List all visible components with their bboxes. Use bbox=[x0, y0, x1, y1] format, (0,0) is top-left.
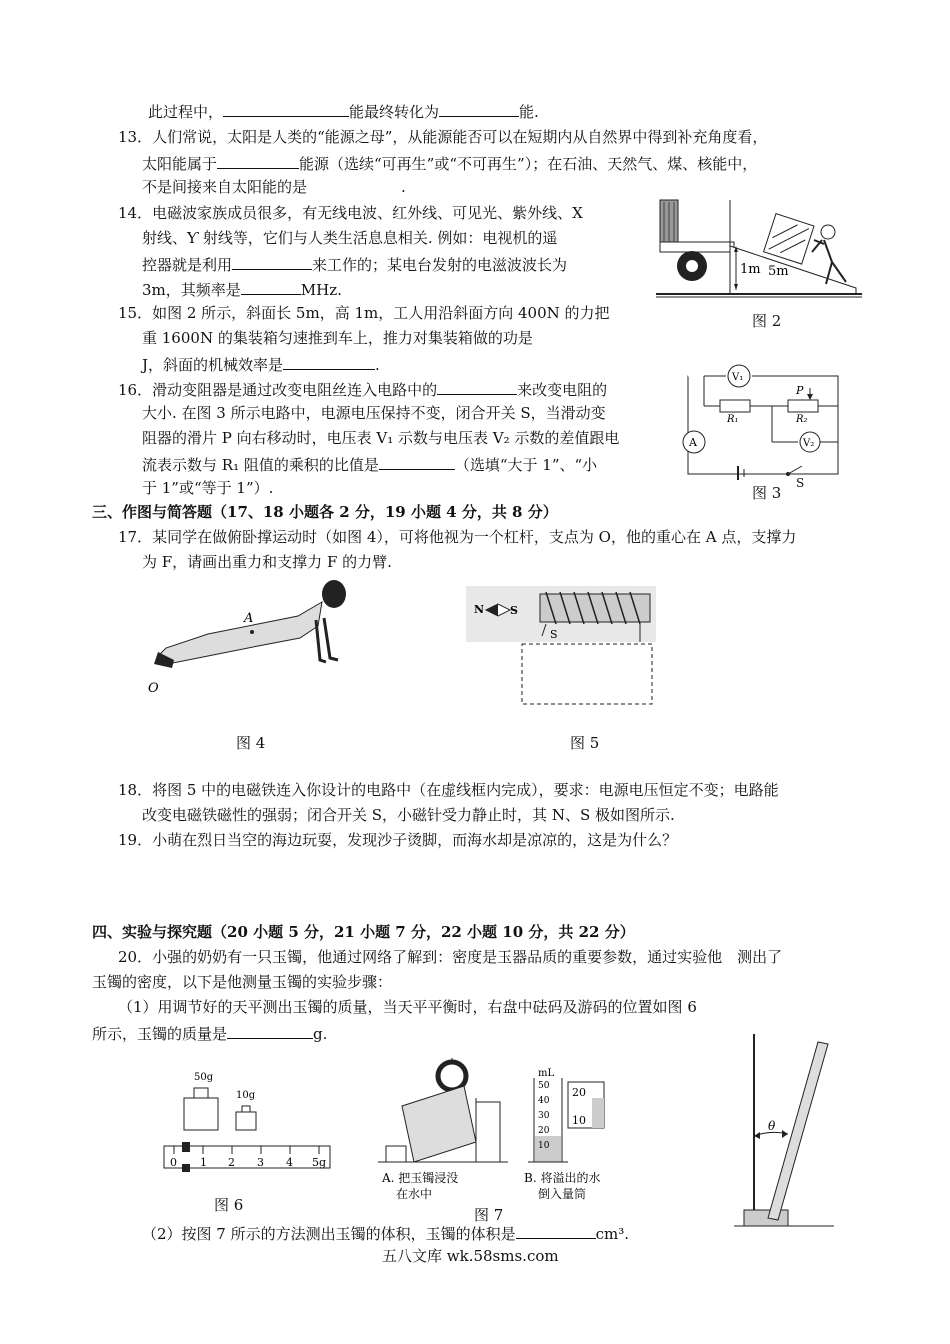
svg-text:P: P bbox=[796, 384, 804, 397]
svg-text:5m: 5m bbox=[768, 264, 789, 279]
svg-text:V₂: V₂ bbox=[803, 438, 815, 449]
svg-text:50: 50 bbox=[538, 1081, 550, 1091]
figure-7-caption: 图 7 bbox=[474, 1206, 504, 1224]
q16-line-d: 流表示数与 R₁ 阻值的乘积的比值是 （选填“大于 1”、“小 bbox=[142, 453, 597, 475]
svg-text:20: 20 bbox=[572, 1086, 586, 1099]
footer-watermark: 五八文库 wk.58sms.com bbox=[382, 1247, 559, 1265]
svg-text:30: 30 bbox=[538, 1111, 550, 1121]
q14-line-a: 14．电磁波家族成员很多，有无线电波、红外线、可见光、紫外线、X bbox=[118, 204, 583, 222]
figure-3-switch-label: S bbox=[796, 476, 805, 490]
q16-line-a: 16．滑动变阻器是通过改变电阻丝连入电路中的 来改变电阻的 bbox=[118, 378, 607, 400]
svg-text:S: S bbox=[550, 628, 558, 641]
q20-line-c: （1）用调节好的天平测出玉镯的质量，当天平平衡时，右盘中砝码及游码的位置如图 6 bbox=[118, 998, 697, 1016]
svg-text:B. 将溢出的水: B. 将溢出的水 bbox=[524, 1171, 601, 1185]
figure-2-caption: 图 2 bbox=[752, 312, 782, 330]
q15-line-c: J，斜面的机械效率是 . bbox=[142, 353, 380, 375]
svg-text:mL: mL bbox=[538, 1068, 555, 1079]
section-3-heading: 三、作图与简答题（17、18 小题各 2 分，19 小题 4 分，共 8 分） bbox=[92, 503, 558, 521]
q16-line-b: 大小. 在图 3 所示电路中，电源电压保持不变，闭合开关 S，当滑动变 bbox=[142, 404, 606, 422]
svg-text:θ: θ bbox=[768, 1119, 776, 1133]
figure-4-caption: 图 4 bbox=[236, 734, 266, 752]
q13-line-b: 太阳能属于 能源（选续“可再生”或“不可再生”）；在石油、天然气、煤、核能中， bbox=[142, 152, 757, 174]
q13-line-a: 13．人们常说，太阳是人类的“能源之母”，从能源能否可以在短期内从自然界中得到补充角度看， bbox=[118, 128, 768, 146]
svg-text:1m: 1m bbox=[740, 262, 761, 277]
svg-text:2: 2 bbox=[228, 1156, 235, 1169]
svg-text:10: 10 bbox=[538, 1141, 550, 1151]
svg-text:A. 把玉镯浸没: A. 把玉镯浸没 bbox=[382, 1171, 459, 1185]
section-4-heading: 四、实验与探究题（20 小题 5 分，21 小题 7 分，22 小题 10 分，共 22 分） bbox=[92, 923, 635, 941]
figure-5-caption: 图 5 bbox=[570, 734, 600, 752]
figure-3-caption: 图 3 bbox=[752, 484, 782, 502]
svg-text:0: 0 bbox=[170, 1156, 177, 1169]
figure-6-weights bbox=[160, 1066, 340, 1176]
svg-text:R₂: R₂ bbox=[796, 414, 808, 425]
q20-line-b: 玉镯的密度，以下是他测量玉镯的实验步骤： bbox=[92, 973, 393, 991]
q20-line-d: 所示，玉镯的质量是 g. bbox=[92, 1022, 327, 1044]
figure-8-tilted-rod bbox=[730, 1030, 840, 1230]
figure-7-volume bbox=[378, 1058, 628, 1208]
svg-text:5g: 5g bbox=[312, 1156, 327, 1169]
q18-line-a: 18．将图 5 中的电磁铁连入你设计的电路中（在虚线框内完成），要求：电源电压恒定不变；电路能 bbox=[118, 781, 779, 799]
q20-line-e: （2）按图 7 所示的方法测出玉镯的体积，玉镯的体积是 cm³. bbox=[142, 1222, 629, 1244]
svg-text:1: 1 bbox=[200, 1156, 207, 1169]
q15-line-b: 重 1600N 的集装箱匀速推到车上，推力对集装箱做的功是 bbox=[142, 329, 533, 347]
figure-2-ramp bbox=[656, 196, 864, 301]
line-1: 此过程中， 能最终转化为 能. bbox=[148, 100, 539, 122]
svg-text:N: N bbox=[474, 603, 485, 616]
q14-line-b: 射线、Ƴ 射线等，它们与人类生活息息相关. 例如：电视机的遥 bbox=[142, 229, 558, 247]
q16-line-c: 阻器的滑片 P 向右移动时，电压表 V₁ 示数与电压表 V₂ 示数的差值跟电 bbox=[142, 429, 620, 447]
svg-text:在水中: 在水中 bbox=[396, 1187, 433, 1201]
svg-text:A: A bbox=[244, 611, 254, 626]
svg-text:10g: 10g bbox=[236, 1090, 256, 1101]
q17-line-b: 为 F，请画出重力和支撑力 F 的力臂. bbox=[142, 553, 392, 571]
svg-text:4: 4 bbox=[286, 1156, 293, 1169]
svg-text:40: 40 bbox=[538, 1096, 550, 1106]
q19-line: 19．小萌在烈日当空的海边玩耍，发现沙子烫脚，而海水却是凉凉的，这是为什么？ bbox=[118, 831, 678, 849]
q14-line-c: 控器就是利用 来工作的；某电台发射的电滋波波长为 bbox=[142, 253, 567, 275]
svg-text:倒入量筒: 倒入量筒 bbox=[538, 1187, 587, 1201]
svg-text:O: O bbox=[148, 681, 159, 696]
q16-line-e: 于 1”或“等于 1”）. bbox=[142, 479, 274, 497]
svg-text:10: 10 bbox=[572, 1114, 586, 1127]
q13-line-c: 不是间接来自太阳能的是 . bbox=[142, 178, 406, 196]
svg-text:S: S bbox=[510, 604, 518, 617]
svg-text:V₁: V₁ bbox=[732, 372, 744, 383]
q18-line-b: 改变电磁铁磁性的强弱；闭合开关 S，小磁针受力静止时，其 N、S 极如图所示. bbox=[142, 806, 675, 824]
q17-line-a: 17．某同学在做俯卧撑运动时（如图 4），可将他视为一个杠杆，支点为 O，他的重心在 A 点，支撑力 bbox=[118, 528, 797, 546]
figure-3-circuit bbox=[680, 364, 850, 484]
q15-line-a: 15．如图 2 所示，斜面长 5m，高 1m，工人用沿斜面方向 400N 的力把 bbox=[118, 304, 610, 322]
figure-6-caption: 图 6 bbox=[214, 1196, 244, 1214]
q20-line-a: 20．小强的奶奶有一只玉镯，他通过网络了解到：密度是玉器品质的重要参数，通过实验他 测出了 bbox=[118, 948, 783, 966]
svg-text:20: 20 bbox=[538, 1126, 550, 1136]
q14-line-d: 3m，其频率是 MHz. bbox=[142, 278, 342, 300]
svg-text:A: A bbox=[689, 436, 697, 449]
figure-4-pushup bbox=[148, 572, 358, 698]
svg-text:R₁: R₁ bbox=[727, 414, 739, 425]
svg-text:3: 3 bbox=[257, 1156, 264, 1169]
figure-5-electromagnet bbox=[466, 586, 656, 706]
svg-text:50g: 50g bbox=[194, 1072, 214, 1083]
